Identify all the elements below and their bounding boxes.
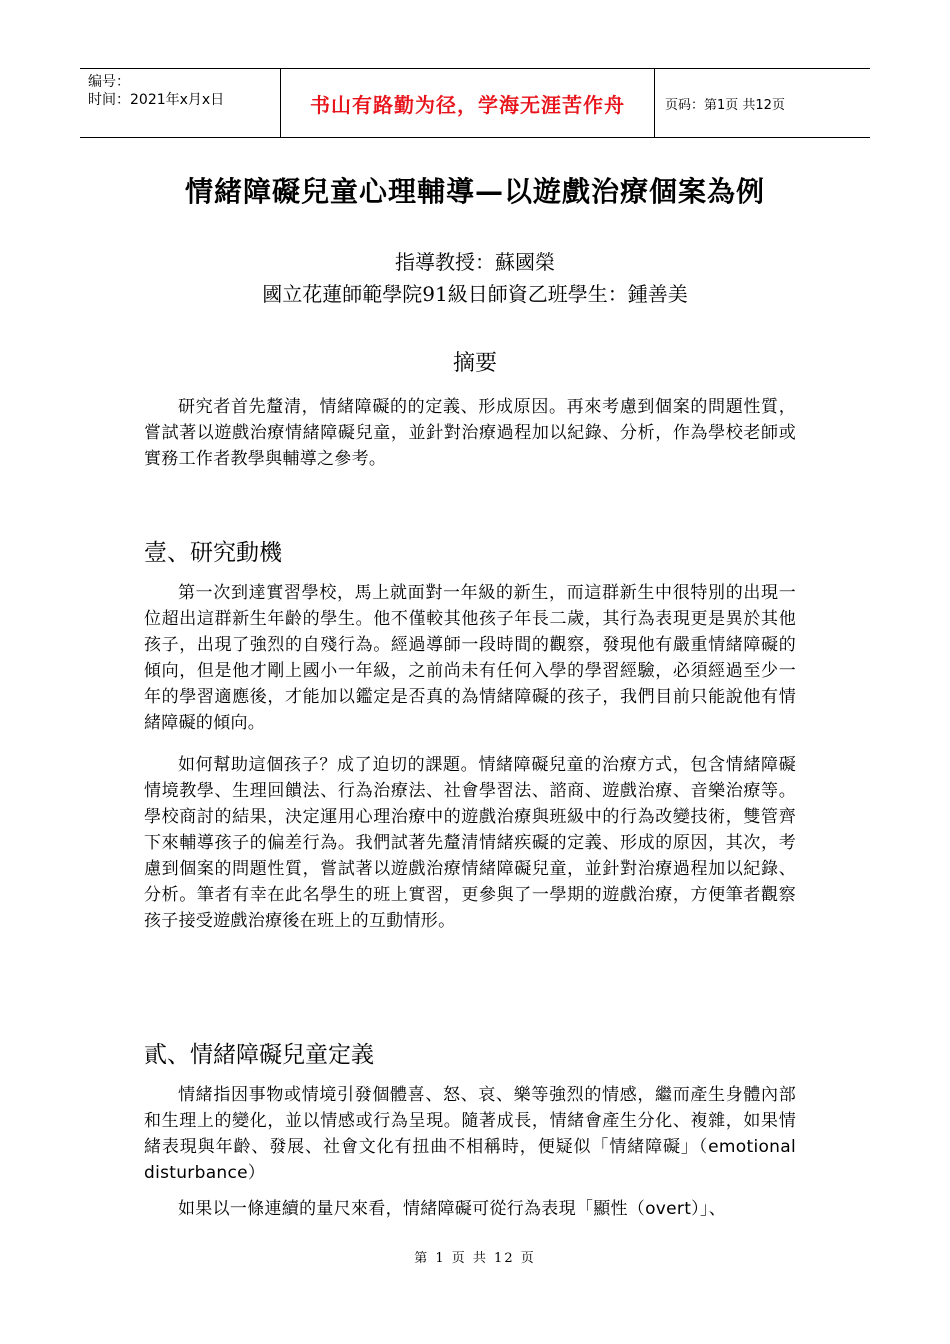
- document-title: 情緒障礙兒童心理輔導—以遊戲治療個案為例: [184, 175, 765, 208]
- page-footer: 第 1 页 共 12 页: [414, 1251, 536, 1266]
- section-1-paragraph-1: 第一次到達實習學校，馬上就面對一年級的新生，而這群新生中很特別的出現一位超出這群新生年齡的學生。他不僅較其他孩子年長二歲，其行為表現更是異於其他孩子，出現了強烈的自殘行為。經過導師一段時間的觀察，發現他有嚴重情緒障礙的傾向，但是他才剛上國小一年級，之前尚未有任何入學的學習經驗，必須經過至少一年的學習適應後，才能加以鑑定是否真的為情緒障礙的孩子，我們目前只能說他有情緒障礙的傾向。: [144, 583, 796, 733]
- section-2-paragraph-2: 如果以一條連續的量尺來看，情緒障礙可從行為表現「顯性（overt）」、: [178, 1199, 727, 1219]
- page-header: [80, 68, 870, 138]
- section-2-paragraph-1: 情緒指因事物或情境引發個體喜、怒、哀、樂等強烈的情感，繼而產生身體內部和生理上的變化，並以情感或行為呈現。隨著成長，情緒會產生分化、複雜，如果情緒表現與年齡、發展、社會文化有扭曲不相稱時，便疑似「情緒障礙」（emotional disturbance）: [144, 1085, 796, 1183]
- header-meta: [80, 69, 280, 137]
- document-number-label: 编号：: [88, 74, 130, 90]
- abstract-heading: 摘要: [452, 351, 497, 376]
- abstract-paragraph: 研究者首先釐清，情緒障礙的的定義、形成原因。再來考慮到個案的問題性質，嘗試著以遊戲治療情緒障礙兒童，並針對治療過程加以紀錄、分析，作為學校老師或實務工作者教學與輔導之參考。: [144, 397, 796, 469]
- header-motto: 书山有路勤为径，学海无涯苦作舟: [280, 69, 655, 137]
- advisor-line: 指導教授：蘇國榮: [395, 250, 555, 274]
- student-line: 國立花蓮師範學院91級日師資乙班學生：鍾善美: [262, 282, 688, 306]
- section-2-heading: 貳、情緒障礙兒童定義: [144, 1042, 374, 1068]
- document-date-label: 时间：2021年x月x日: [88, 92, 225, 108]
- section-1-paragraph-2: 如何幫助這個孩子？成了迫切的課題。情緒障礙兒童的治療方式，包含情緒障礙情境教學、生理回饋法、行為治療法、社會學習法、諮商、遊戲治療、音樂治療等。學校商討的結果，決定運用心理治療中的遊戲治療與班級中的行為改變技術，雙管齊下來輔導孩子的偏差行為。我們試著先釐清情緒疾礙的定義、形成的原因，其次，考慮到個案的問題性質，嘗試著以遊戲治療情緒障礙兒童，並針對治療過程加以紀錄、分析。筆者有幸在此名學生的班上實習，更參與了一學期的遊戲治療，方便筆者觀察孩子接受遊戲治療後在班上的互動情形。: [144, 755, 796, 931]
- section-1-heading: 壹、研究動機: [144, 540, 282, 566]
- header-page-code: 页码：第1页 共12页: [665, 97, 785, 113]
